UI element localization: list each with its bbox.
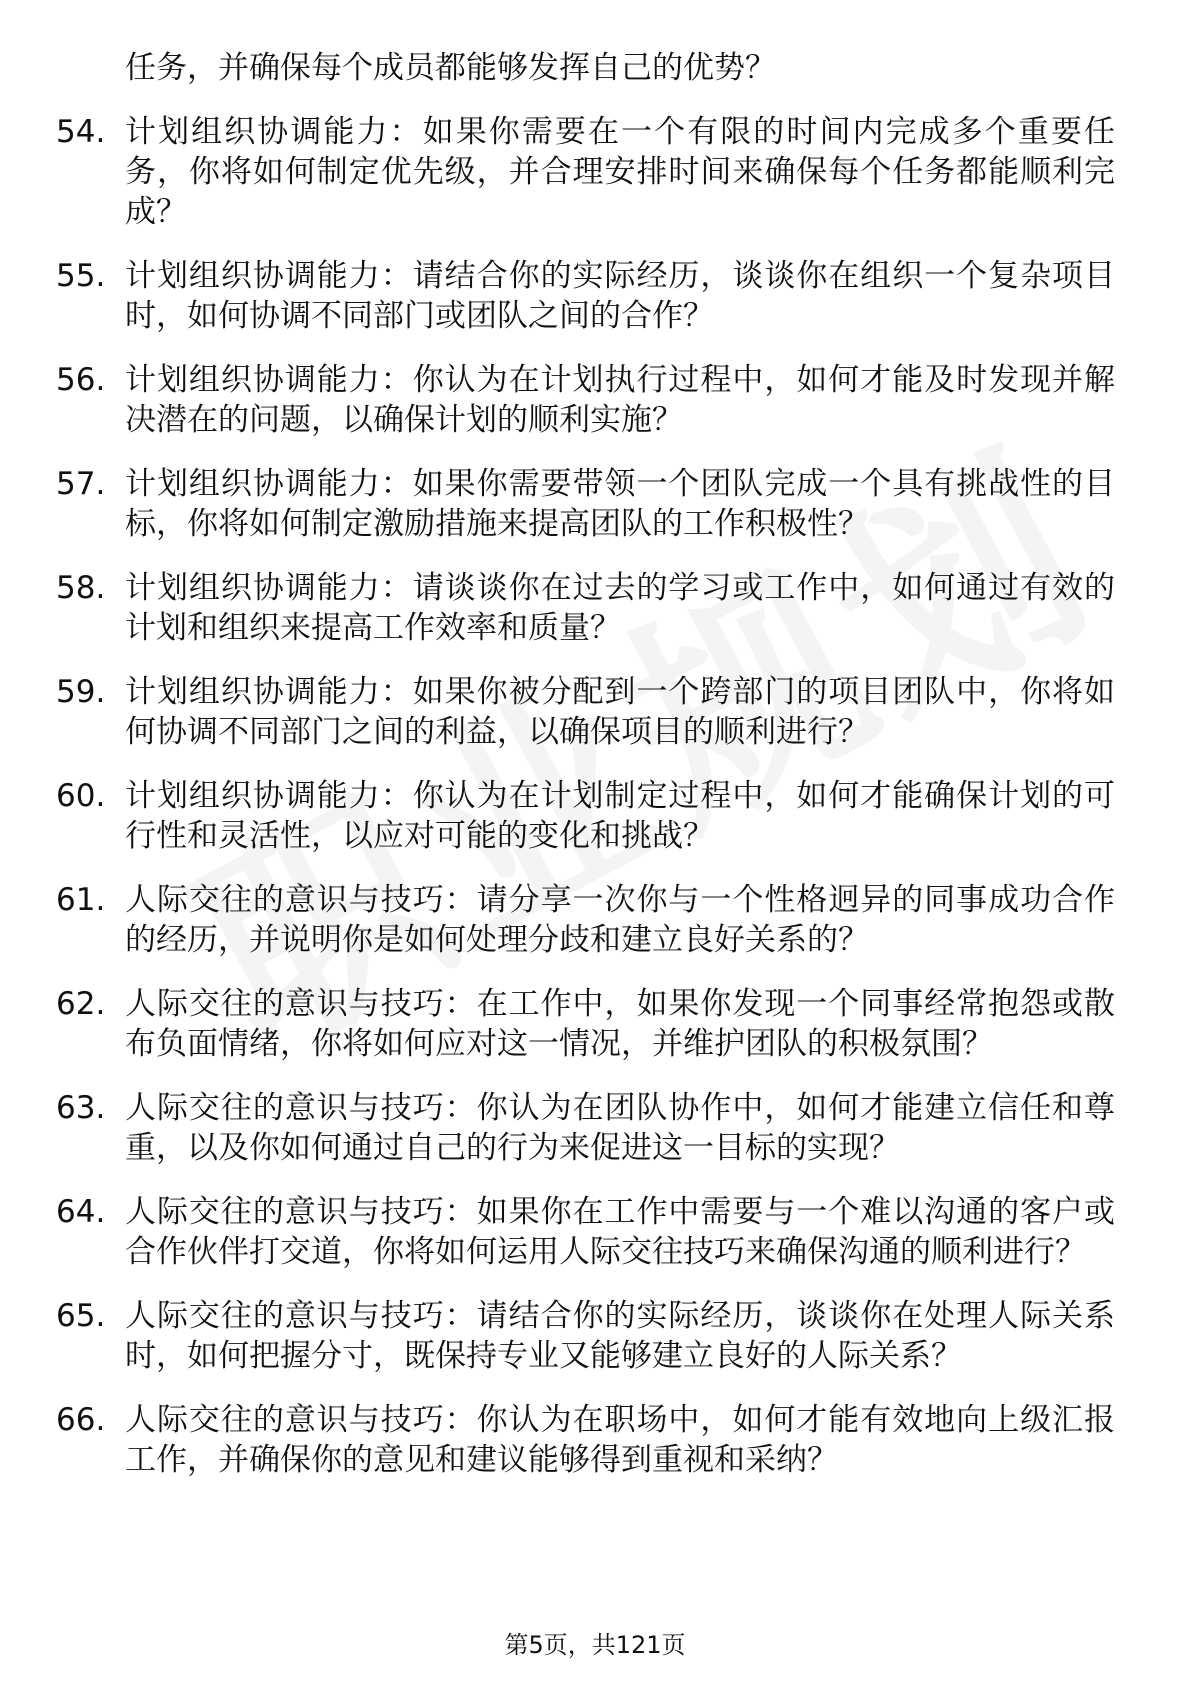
item-number: 63. xyxy=(56,1090,106,1126)
item-text: 人际交往的意识与技巧：你认为在团队协作中，如何才能建立信任和尊重，以及你如何通过自己的行为来促进这一目标的实现？ xyxy=(125,1090,1115,1166)
item-number: 57. xyxy=(56,466,106,502)
item-number: 55. xyxy=(56,258,106,294)
item-number: 56. xyxy=(56,362,106,398)
item-text: 人际交往的意识与技巧：你认为在职场中，如何才能有效地向上级汇报工作，并确保你的意见和建议能够得到重视和采纳？ xyxy=(125,1402,1115,1478)
item-text: 人际交往的意识与技巧：请分享一次你与一个性格迥异的同事成功合作的经历，并说明你是如何处理分歧和建立良好关系的？ xyxy=(125,882,1115,958)
list-item xyxy=(0,672,1115,752)
list-item xyxy=(0,568,1115,648)
item-number: 59. xyxy=(56,674,106,710)
item-number: 60. xyxy=(56,778,106,814)
item-number: 54. xyxy=(56,114,106,150)
list-item xyxy=(0,1296,1115,1376)
list-item xyxy=(0,464,1115,544)
list-item xyxy=(0,984,1115,1064)
item-number: 66. xyxy=(56,1402,106,1438)
item-text: 计划组织协调能力：你认为在计划制定过程中，如何才能确保计划的可行性和灵活性，以应对可能的变化和挑战？ xyxy=(125,778,1115,854)
list-item xyxy=(0,776,1115,856)
item-text: 计划组织协调能力：请谈谈你在过去的学习或工作中，如何通过有效的计划和组织来提高工作效率和质量？ xyxy=(125,570,1115,646)
item-text: 计划组织协调能力：如果你需要带领一个团队完成一个具有挑战性的目标，你将如何制定激励措施来提高团队的工作积极性？ xyxy=(125,466,1115,542)
page-number: 第5页，共121页 xyxy=(504,1631,686,1659)
item-number: 58. xyxy=(56,570,106,606)
item-number: 61. xyxy=(56,882,106,918)
list-item xyxy=(0,1400,1115,1480)
list-item xyxy=(0,256,1115,336)
item-text: 人际交往的意识与技巧：如果你在工作中需要与一个难以沟通的客户或合作伙伴打交道，你将如何运用人际交往技巧来确保沟通的顺利进行？ xyxy=(125,1194,1115,1270)
item-number: 64. xyxy=(56,1194,106,1230)
item-number: 62. xyxy=(56,986,106,1022)
list-item xyxy=(0,360,1115,440)
item-text: 计划组织协调能力：请结合你的实际经历，谈谈你在组织一个复杂项目时，如何协调不同部门或团队之间的合作？ xyxy=(125,258,1115,334)
list-item xyxy=(0,1192,1115,1272)
item-number: 65. xyxy=(56,1298,106,1334)
item-text: 计划组织协调能力：你认为在计划执行过程中，如何才能及时发现并解决潜在的问题，以确保计划的顺利实施？ xyxy=(125,362,1115,438)
list-item xyxy=(0,1088,1115,1168)
item-text: 人际交往的意识与技巧：在工作中，如果你发现一个同事经常抱怨或散布负面情绪，你将如何应对这一情况，并维护团队的积极氛围？ xyxy=(125,986,1115,1062)
item-text: 计划组织协调能力：如果你被分配到一个跨部门的项目团队中，你将如何协调不同部门之间的利益，以确保项目的顺利进行？ xyxy=(125,674,1115,750)
continued-text: 任务，并确保每个成员都能够发挥自己的优势？ xyxy=(125,50,776,86)
question-list xyxy=(0,48,1190,1504)
item-text: 人际交往的意识与技巧：请结合你的实际经历，谈谈你在处理人际关系时，如何把握分寸，既保持专业又能够建立良好的人际关系？ xyxy=(125,1298,1115,1374)
list-item xyxy=(0,880,1115,960)
list-item xyxy=(0,112,1115,232)
item-text: 计划组织协调能力：如果你需要在一个有限的时间内完成多个重要任务，你将如何制定优先级，并合理安排时间来确保每个任务都能顺利完成？ xyxy=(125,114,1115,230)
